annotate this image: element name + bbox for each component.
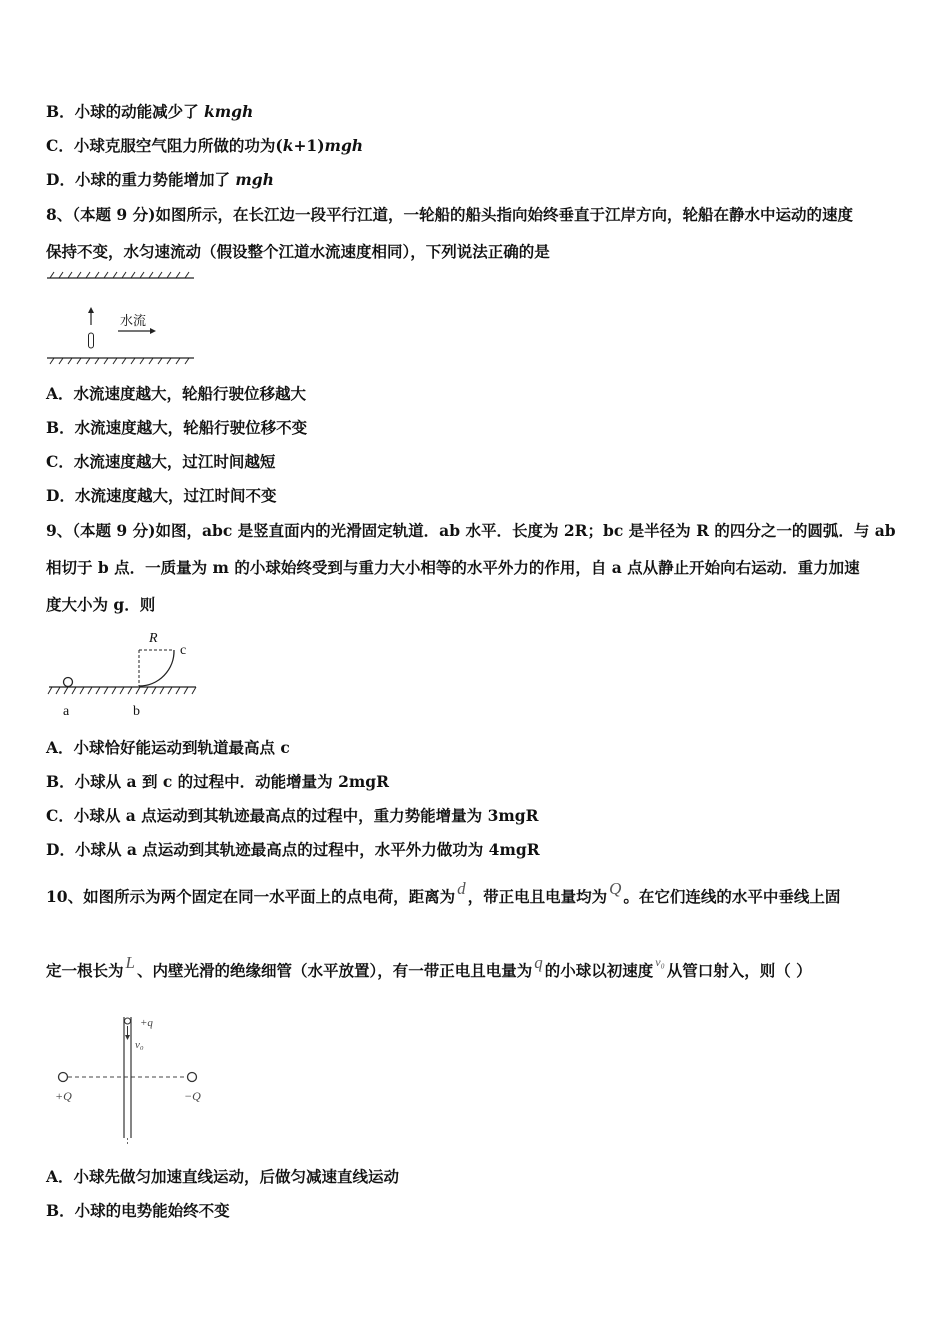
label-minus-Q: −Q (184, 1089, 201, 1103)
q9-stem-line3: 度大小为 g．则 (46, 595, 156, 614)
q8-option-c: C．水流速度越大，过江时间越短 (46, 452, 276, 471)
q9-option-d: D．小球从 a 点运动到其轨迹最高点的过程中，水平外力做功为 4mgR (46, 840, 540, 859)
q9-option-a: A．小球恰好能运动到轨道最高点 c (46, 738, 290, 757)
q9-stem-line1: 9、（本题 9 分)如图，abc 是竖直面内的光滑固定轨道．ab 水平．长度为 2R；bc 是半径为 R 的四分之一的圆弧．与 ab (46, 521, 896, 540)
q9-option-b: B．小球从 a 到 c 的过程中．动能增量为 2mgR (46, 772, 389, 791)
q7-option-b: B．小球的动能减少了 kmgh (46, 102, 254, 121)
symbol-L: L (125, 953, 135, 972)
q10-option-b: B．小球的电势能始终不变 (46, 1201, 230, 1220)
q7-option-c: C．小球克服空气阻力所做的功为(k+1)mgh (46, 136, 364, 155)
label-a: a (63, 704, 70, 719)
label-plus-Q: +Q (55, 1089, 72, 1103)
q9-option-c: C．小球从 a 点运动到其轨迹最高点的过程中，重力势能增量为 3mgR (46, 806, 539, 825)
q10-stem-line1: 10、如图所示为两个固定在同一水平面上的点电荷，距离为 d ，带正电且电量均为 Q 。在它们连线的水平中垂线上固 (46, 879, 841, 906)
symbol-Q: Q (609, 879, 622, 898)
q8-option-a: A．水流速度越大，轮船行驶位移越大 (46, 384, 307, 403)
label-b: b (133, 704, 140, 719)
q9-track-figure (44, 624, 214, 724)
q8-stem-line2: 保持不变，水匀速流动（假设整个江道水流速度相同），下列说法正确的是 (46, 242, 550, 261)
q8-river-figure (44, 270, 204, 370)
label-v0: v₀ (135, 1039, 144, 1051)
label-R: R (149, 631, 158, 646)
q8-stem-line1: 8、（本题 9 分)如图所示，在长江边一段平行江道，一轮船的船头指向始终垂直于江岸方向，轮船在静水中运动的速度 (46, 205, 853, 224)
q7-option-d: D．小球的重力势能增加了 mgh (46, 170, 274, 189)
q10-stem-line2: 定一根长为 L 、内壁光滑的绝缘细管（水平放置），有一带正电且电量为 q 的小球以初速度 $^{v_0}$ 从管口射入，则（ ） (46, 953, 812, 980)
label-plus-q: +q (140, 1017, 153, 1029)
water-flow-label: 水流 (120, 313, 147, 328)
q8-option-d: D．水流速度越大，过江时间不变 (46, 486, 277, 505)
symbol-v0: v₀ (655, 955, 665, 969)
q8-option-b: B．水流速度越大，轮船行驶位移不变 (46, 418, 308, 437)
q9-stem-line2: 相切于 b 点．一质量为 m 的小球始终受到与重力大小相等的水平外力的作用，自 a 点从静止开始向右运动．重力加速 (46, 558, 860, 577)
q10-option-a: A．小球先做匀加速直线运动，后做匀减速直线运动 (46, 1167, 400, 1186)
label-c: c (180, 643, 187, 658)
symbol-q: q (534, 953, 543, 972)
q10-charges-figure (44, 1010, 224, 1145)
symbol-d: d (457, 879, 466, 898)
